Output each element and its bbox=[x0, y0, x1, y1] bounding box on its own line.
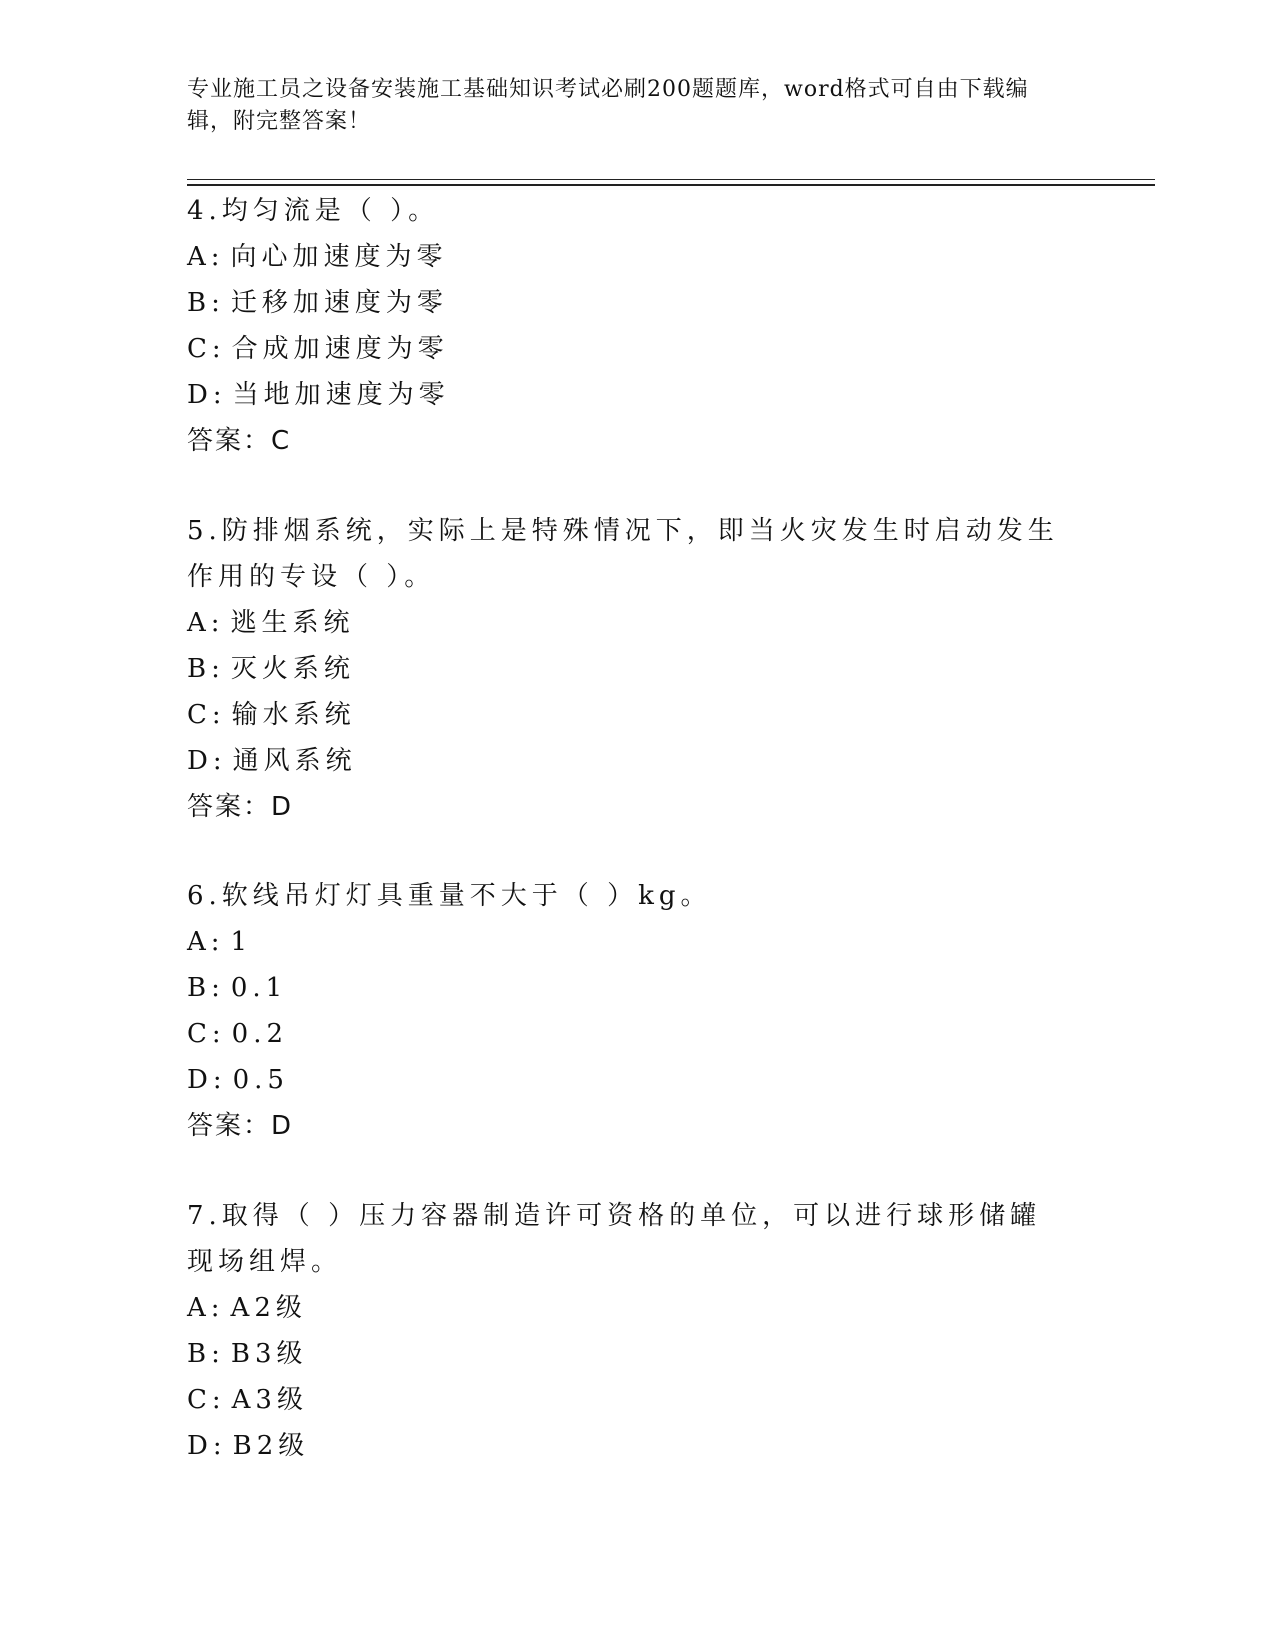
option-text: 1 bbox=[230, 927, 253, 957]
answer-line: 答案：D bbox=[187, 792, 294, 822]
option-d bbox=[187, 1423, 1087, 1469]
option-b bbox=[187, 1331, 1087, 1377]
answer-line: 答案：C bbox=[187, 426, 292, 456]
option-text: 0.2 bbox=[231, 1019, 289, 1049]
option-key: C: bbox=[187, 334, 226, 364]
option-a bbox=[187, 600, 1087, 646]
question-stem: 5.防排烟系统，实际上是特殊情况下，即当火灾发生时启动发生作用的专设（ ）。 bbox=[187, 516, 1059, 592]
option-key: C: bbox=[187, 1019, 226, 1049]
option-text: A2级 bbox=[230, 1293, 307, 1323]
option-b bbox=[187, 646, 1087, 692]
option-c bbox=[187, 1011, 1087, 1057]
option-a bbox=[187, 1285, 1087, 1331]
option-text: 合成加速度为零 bbox=[231, 334, 449, 364]
option-key: D: bbox=[187, 1065, 227, 1095]
option-key: C: bbox=[187, 1385, 226, 1415]
option-c bbox=[187, 326, 1087, 372]
document-header: 专业施工员之设备安装施工基础知识考试必刷200题题库，word格式可自由下载编辑，附完整答案！ bbox=[187, 77, 1029, 134]
question-stem: 7.取得（ ）压力容器制造许可资格的单位，可以进行球形储罐现场组焊。 bbox=[187, 1201, 1042, 1277]
header-divider-thick bbox=[187, 184, 1155, 186]
option-key: D: bbox=[187, 1431, 227, 1461]
question-block bbox=[187, 188, 1087, 464]
option-c bbox=[187, 692, 1087, 738]
option-d bbox=[187, 1057, 1087, 1103]
header-divider-thin bbox=[187, 179, 1155, 180]
option-text: 向心加速度为零 bbox=[230, 242, 448, 272]
option-text: 0.5 bbox=[232, 1065, 289, 1095]
option-key: A: bbox=[187, 1293, 225, 1323]
option-text: B2级 bbox=[232, 1431, 310, 1461]
option-key: D: bbox=[187, 380, 227, 410]
option-key: D: bbox=[187, 746, 227, 776]
option-a bbox=[187, 919, 1087, 965]
option-c bbox=[187, 1377, 1087, 1423]
option-b bbox=[187, 280, 1087, 326]
option-d bbox=[187, 738, 1087, 784]
option-key: B: bbox=[187, 288, 225, 318]
option-key: B: bbox=[187, 1339, 225, 1369]
question-stem: 4.均匀流是（ ）。 bbox=[187, 196, 440, 226]
question-block bbox=[187, 873, 1087, 1149]
option-key: B: bbox=[187, 973, 225, 1003]
option-text: 当地加速度为零 bbox=[232, 380, 450, 410]
option-text: B3级 bbox=[230, 1339, 308, 1369]
option-text: 通风系统 bbox=[232, 746, 357, 776]
option-text: 迁移加速度为零 bbox=[230, 288, 448, 318]
option-b bbox=[187, 965, 1087, 1011]
option-text: 0.1 bbox=[230, 973, 288, 1003]
option-key: A: bbox=[187, 242, 225, 272]
option-text: A3级 bbox=[231, 1385, 308, 1415]
option-a bbox=[187, 234, 1087, 280]
option-text: 逃生系统 bbox=[230, 608, 355, 638]
option-key: C: bbox=[187, 700, 226, 730]
answer-line: 答案：D bbox=[187, 1111, 294, 1141]
question-block bbox=[187, 508, 1087, 830]
question-block bbox=[187, 1193, 1087, 1469]
option-d bbox=[187, 372, 1087, 418]
option-text: 输水系统 bbox=[231, 700, 356, 730]
option-key: A: bbox=[187, 608, 225, 638]
option-key: A: bbox=[187, 927, 225, 957]
option-text: 灭火系统 bbox=[230, 654, 355, 684]
question-stem: 6.软线吊灯灯具重量不大于（ ）kg。 bbox=[187, 881, 712, 911]
option-key: B: bbox=[187, 654, 225, 684]
